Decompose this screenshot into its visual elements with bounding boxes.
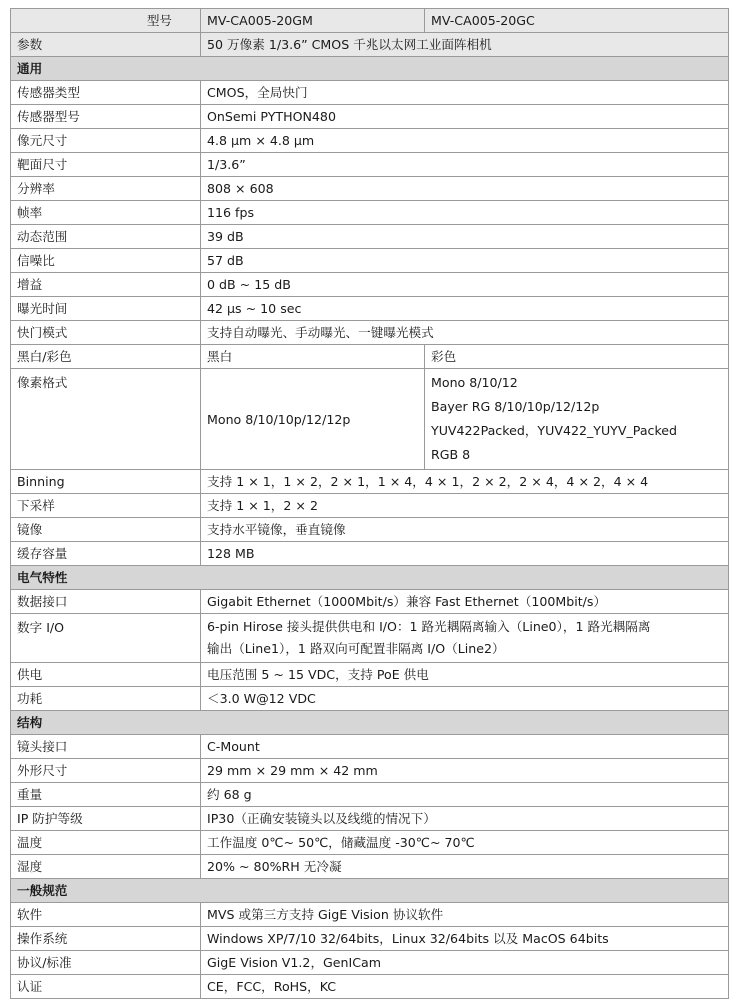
spec-label: IP 防护等级 — [11, 807, 201, 831]
section-title: 通用 — [11, 57, 729, 81]
spec-row — [11, 783, 729, 807]
header-param-row — [11, 33, 729, 57]
section-structure — [11, 711, 729, 735]
pixel-format-line: Bayer RG 8/10/10p/12/12p — [431, 399, 600, 414]
spec-value: ＜3.0 W@12 VDC — [201, 687, 729, 711]
spec-row — [11, 345, 729, 369]
spec-value — [201, 614, 729, 663]
spec-value: IP30（正确安装镜头以及线缆的情况下） — [201, 807, 729, 831]
spec-row — [11, 542, 729, 566]
spec-value: GigE Vision V1.2，GenICam — [201, 951, 729, 975]
product-description: 50 万像素 1/3.6” CMOS 千兆以太网工业面阵相机 — [201, 33, 729, 57]
spec-label: 下采样 — [11, 494, 201, 518]
spec-label: 增益 — [11, 273, 201, 297]
spec-label: 温度 — [11, 831, 201, 855]
spec-label: 像素格式 — [11, 369, 201, 470]
spec-row — [11, 975, 729, 999]
spec-label: 动态范围 — [11, 225, 201, 249]
spec-row — [11, 735, 729, 759]
spec-value: 39 dB — [201, 225, 729, 249]
spec-label: 传感器型号 — [11, 105, 201, 129]
spec-value: 57 dB — [201, 249, 729, 273]
spec-row — [11, 590, 729, 614]
spec-label: 协议/标准 — [11, 951, 201, 975]
spec-value: CMOS，全局快门 — [201, 81, 729, 105]
pixel-format-line: Mono 8/10/12 — [431, 375, 518, 390]
spec-value: 约 68 g — [201, 783, 729, 807]
spec-value: 29 mm × 29 mm × 42 mm — [201, 759, 729, 783]
section-title: 结构 — [11, 711, 729, 735]
spec-value: 支持自动曝光、手动曝光、一键曝光模式 — [201, 321, 729, 345]
spec-row — [11, 273, 729, 297]
spec-label: 认证 — [11, 975, 201, 999]
spec-label: 信噪比 — [11, 249, 201, 273]
spec-value: 电压范围 5 ~ 15 VDC，支持 PoE 供电 — [201, 663, 729, 687]
spec-row — [11, 807, 729, 831]
spec-value: 支持水平镜像，垂直镜像 — [201, 518, 729, 542]
spec-row — [11, 903, 729, 927]
spec-row — [11, 494, 729, 518]
spec-label: 湿度 — [11, 855, 201, 879]
spec-value: Gigabit Ethernet（1000Mbit/s）兼容 Fast Ethernet（100Mbit/s） — [201, 590, 729, 614]
spec-value: 808 × 608 — [201, 177, 729, 201]
spec-value: Windows XP/7/10 32/64bits，Linux 32/64bits 以及 MacOS 64bits — [201, 927, 729, 951]
model-gc: MV-CA005-20GC — [425, 9, 729, 33]
spec-row — [11, 927, 729, 951]
spec-value: C-Mount — [201, 735, 729, 759]
spec-row — [11, 249, 729, 273]
spec-row — [11, 831, 729, 855]
section-title: 一般规范 — [11, 879, 729, 903]
spec-label: 重量 — [11, 783, 201, 807]
spec-label: 供电 — [11, 663, 201, 687]
section-general-spec — [11, 879, 729, 903]
spec-label: 曝光时间 — [11, 297, 201, 321]
spec-value: 128 MB — [201, 542, 729, 566]
spec-value-gm: 黑白 — [201, 345, 425, 369]
digital-io-line: 输出（Line1），1 路双向可配置非隔离 I/O（Line2） — [207, 641, 505, 656]
spec-row — [11, 855, 729, 879]
spec-value-gc — [425, 369, 729, 470]
spec-label: 帧率 — [11, 201, 201, 225]
pixel-format-line: YUV422Packed，YUV422_YUYV_Packed — [431, 423, 678, 438]
spec-value: OnSemi PYTHON480 — [201, 105, 729, 129]
spec-row — [11, 951, 729, 975]
header-model-row — [11, 9, 729, 33]
section-general — [11, 57, 729, 81]
spec-label: 软件 — [11, 903, 201, 927]
spec-value-gc: 彩色 — [425, 345, 729, 369]
section-title: 电气特性 — [11, 566, 729, 590]
spec-row — [11, 201, 729, 225]
spec-label: 传感器类型 — [11, 81, 201, 105]
pixel-format-line: RGB 8 — [431, 447, 471, 462]
model-gm: MV-CA005-20GM — [201, 9, 425, 33]
spec-value: 4.8 µm × 4.8 µm — [201, 129, 729, 153]
spec-row — [11, 687, 729, 711]
spec-row — [11, 297, 729, 321]
spec-row-pixel-format — [11, 369, 729, 470]
spec-row — [11, 81, 729, 105]
spec-label: 操作系统 — [11, 927, 201, 951]
spec-label: 镜像 — [11, 518, 201, 542]
digital-io-line: 6-pin Hirose 接头提供供电和 I/O：1 路光耦隔离输入（Line0），1 路光耦隔离 — [207, 619, 651, 634]
spec-row — [11, 321, 729, 345]
spec-label: 缓存容量 — [11, 542, 201, 566]
spec-value: 0 dB ~ 15 dB — [201, 273, 729, 297]
spec-label: Binning — [11, 470, 201, 494]
spec-row — [11, 759, 729, 783]
section-electrical — [11, 566, 729, 590]
spec-label: 快门模式 — [11, 321, 201, 345]
spec-label: 功耗 — [11, 687, 201, 711]
spec-label: 黑白/彩色 — [11, 345, 201, 369]
spec-label: 镜头接口 — [11, 735, 201, 759]
spec-row — [11, 105, 729, 129]
spec-value: 支持 1 × 1，2 × 2 — [201, 494, 729, 518]
spec-row — [11, 470, 729, 494]
spec-row — [11, 225, 729, 249]
spec-table — [10, 8, 729, 999]
spec-value: CE，FCC，RoHS，KC — [201, 975, 729, 999]
model-label: 型号 — [11, 9, 201, 33]
spec-label: 外形尺寸 — [11, 759, 201, 783]
spec-value: 支持 1 × 1，1 × 2，2 × 1，1 × 4，4 × 1，2 × 2，2 × 4，4 × 2，4 × 4 — [201, 470, 729, 494]
spec-row-digital-io — [11, 614, 729, 663]
spec-value: 工作温度 0℃~ 50℃，储藏温度 -30℃~ 70℃ — [201, 831, 729, 855]
spec-row — [11, 177, 729, 201]
spec-row — [11, 153, 729, 177]
spec-label: 数字 I/O — [11, 614, 201, 663]
spec-row — [11, 129, 729, 153]
spec-label: 像元尺寸 — [11, 129, 201, 153]
spec-value: 20% ~ 80%RH 无冷凝 — [201, 855, 729, 879]
spec-row — [11, 663, 729, 687]
spec-label: 靶面尺寸 — [11, 153, 201, 177]
spec-value: 42 µs ~ 10 sec — [201, 297, 729, 321]
spec-value: MVS 或第三方支持 GigE Vision 协议软件 — [201, 903, 729, 927]
spec-label: 数据接口 — [11, 590, 201, 614]
spec-label: 分辨率 — [11, 177, 201, 201]
spec-value: 1/3.6” — [201, 153, 729, 177]
spec-value-gm: Mono 8/10/10p/12/12p — [201, 369, 425, 470]
param-label: 参数 — [11, 33, 201, 57]
spec-value: 116 fps — [201, 201, 729, 225]
spec-row — [11, 518, 729, 542]
